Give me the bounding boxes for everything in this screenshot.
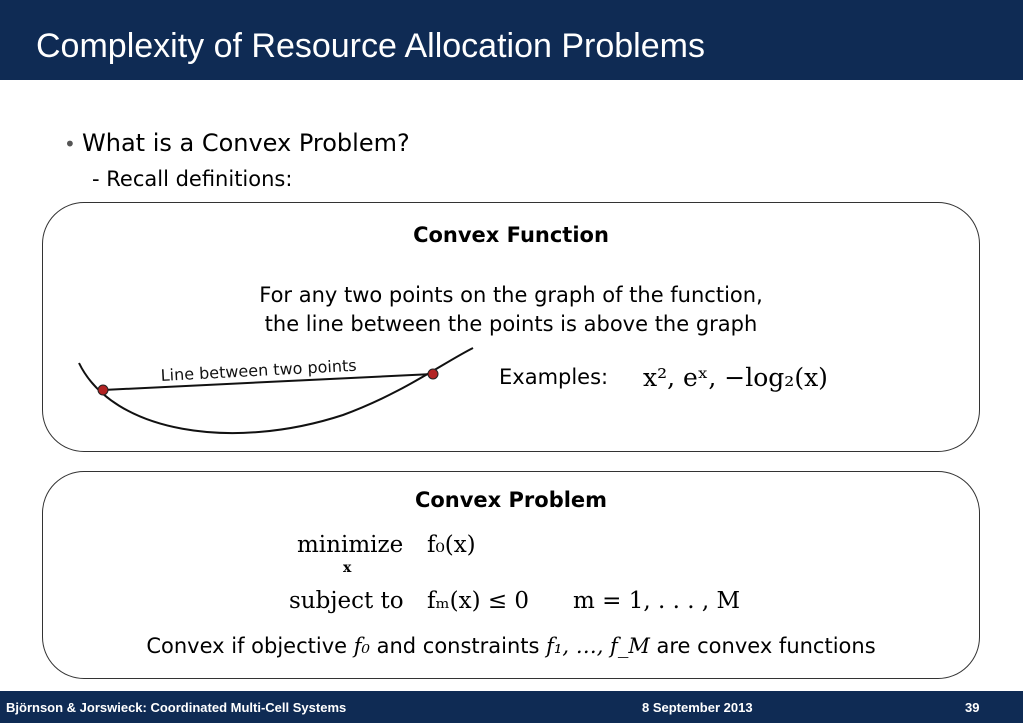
bullet-item	[64, 128, 410, 159]
bullet-icon: •	[64, 132, 76, 156]
conclusion-part-2: and constraints	[369, 634, 547, 658]
convex-problem-box	[42, 471, 980, 679]
constraint-range: m = 1, . . . , M	[573, 588, 740, 614]
conclusion-objective: f₀	[353, 634, 370, 658]
description-line-1: For any two points on the graph of the function,	[259, 283, 763, 307]
minimize-variable: x	[343, 560, 352, 576]
convexity-conclusion	[43, 634, 979, 658]
convex-function-box	[42, 202, 980, 452]
conclusion-part-1: Convex if objective	[146, 634, 354, 658]
objective-function: f₀(x)	[427, 532, 476, 558]
description-line-2: the line between the points is above the graph	[264, 312, 758, 336]
convex-problem-heading: Convex Problem	[414, 488, 608, 512]
minimize-keyword: minimize	[297, 532, 404, 558]
conclusion-part-3: are convex functions	[649, 634, 876, 658]
convex-function-heading: Convex Function	[413, 223, 609, 247]
title-bar	[0, 0, 1023, 80]
footer-date: 8 September 2013	[642, 700, 753, 715]
footer-page-number: 39	[965, 700, 980, 715]
constraint-function: fₘ(x) ≤ 0	[427, 588, 530, 614]
point-left	[98, 385, 108, 395]
subject-to-keyword: subject to	[289, 588, 404, 614]
footer-authors: Björnson & Jorswieck: Coordinated Multi-Cell Systems	[6, 700, 347, 715]
sub-bullet-text: - Recall definitions:	[92, 167, 293, 191]
convex-curve-graph	[73, 343, 483, 443]
conclusion-constraints: f₁, …, f_M	[546, 634, 650, 658]
examples-math: x², eˣ, −log₂(x)	[643, 363, 828, 392]
convex-function-description	[43, 281, 979, 339]
point-right	[428, 369, 438, 379]
examples-label: Examples:	[499, 365, 609, 389]
slide-title: Complexity of Resource Allocation Problems	[36, 27, 705, 65]
bullet-text: What is a Convex Problem?	[82, 129, 410, 157]
footer-bar	[0, 691, 1023, 723]
graph-label: Line between two points	[160, 355, 358, 385]
